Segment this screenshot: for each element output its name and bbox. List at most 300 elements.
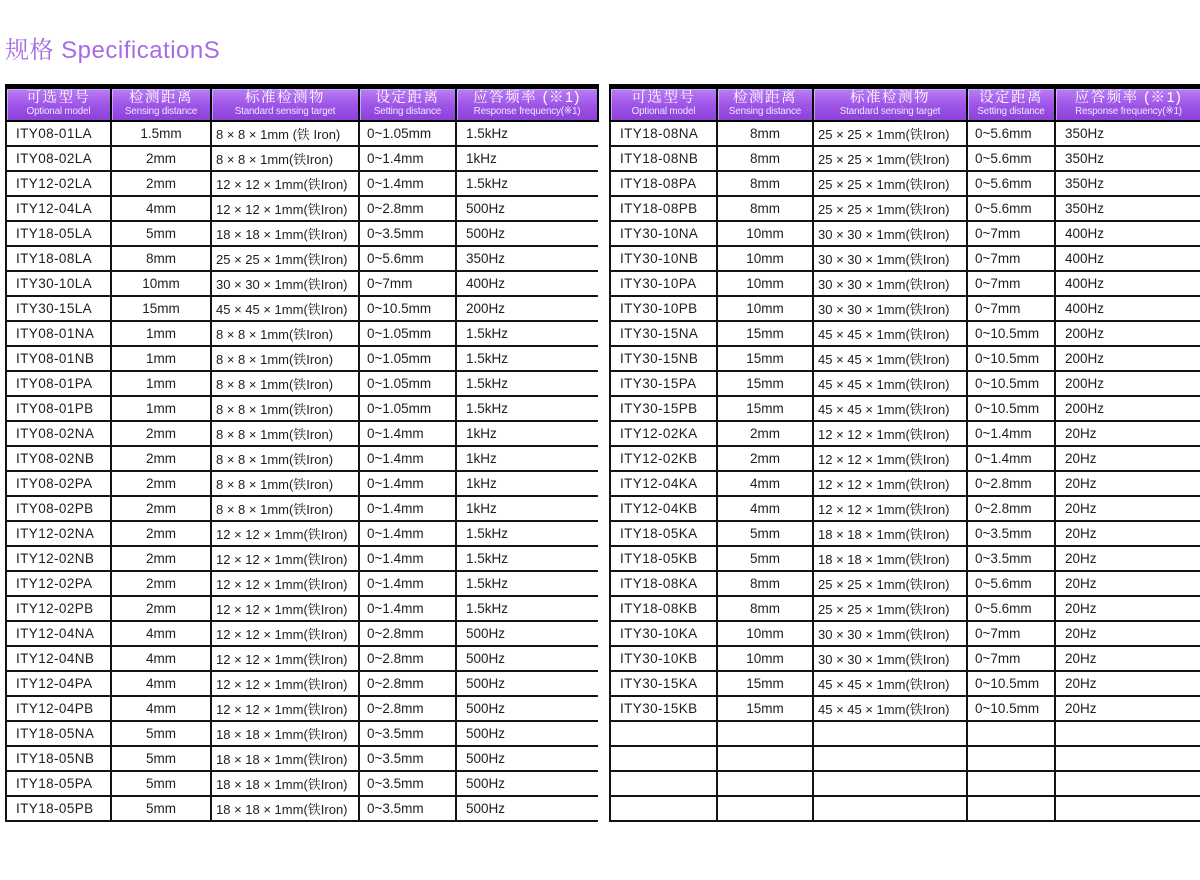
cell-sensing-distance: 15mm — [717, 346, 813, 371]
cell-standard-sensing-target: 45 × 45 × 1mm(铁Iron) — [813, 696, 967, 721]
cell-model: ITY30-10PA — [610, 271, 717, 296]
table-row — [6, 396, 598, 421]
cell-response-frequency: 400Hz — [1055, 271, 1200, 296]
cell-model: ITY18-05LA — [6, 221, 111, 246]
cell-standard-sensing-target: 18 × 18 × 1mm(铁Iron) — [813, 521, 967, 546]
table-row — [6, 321, 598, 346]
table-row — [610, 446, 1200, 471]
table-row — [610, 671, 1200, 696]
cell-response-frequency — [1055, 746, 1200, 771]
table-row — [610, 471, 1200, 496]
cell-model: ITY30-10PB — [610, 296, 717, 321]
cell-setting-distance: 0~3.5mm — [359, 771, 456, 796]
cell-sensing-distance: 15mm — [717, 371, 813, 396]
cell-model: ITY12-02NA — [6, 521, 111, 546]
cell-standard-sensing-target: 12 × 12 × 1mm(铁Iron) — [211, 696, 359, 721]
cell-sensing-distance: 2mm — [111, 521, 211, 546]
cell-response-frequency: 20Hz — [1055, 446, 1200, 471]
cell-response-frequency: 1kHz — [456, 446, 598, 471]
cell-sensing-distance: 15mm — [717, 321, 813, 346]
table-row — [6, 571, 598, 596]
cell-model — [610, 771, 717, 796]
cell-response-frequency: 350Hz — [1055, 171, 1200, 196]
cell-standard-sensing-target: 30 × 30 × 1mm(铁Iron) — [813, 621, 967, 646]
table-row — [610, 421, 1200, 446]
cell-setting-distance: 0~10.5mm — [967, 671, 1055, 696]
table-row — [6, 796, 598, 821]
cell-sensing-distance: 8mm — [111, 246, 211, 271]
cell-standard-sensing-target: 12 × 12 × 1mm(铁Iron) — [813, 446, 967, 471]
cell-sensing-distance: 10mm — [111, 271, 211, 296]
table-row — [610, 221, 1200, 246]
cell-sensing-distance: 15mm — [717, 696, 813, 721]
col-header-zh: 应答频率 (※1) — [473, 90, 581, 106]
cell-sensing-distance: 5mm — [717, 521, 813, 546]
table-row — [6, 171, 598, 196]
col-header-zh: 设定距离 — [979, 90, 1043, 106]
cell-standard-sensing-target: 25 × 25 × 1mm(铁Iron) — [813, 571, 967, 596]
table-row — [610, 721, 1200, 746]
cell-response-frequency: 1kHz — [456, 496, 598, 521]
cell-model: ITY12-02PB — [6, 596, 111, 621]
col-header-zh: 设定距离 — [375, 90, 440, 106]
cell-response-frequency: 200Hz — [1055, 396, 1200, 421]
cell-setting-distance: 0~1.4mm — [359, 546, 456, 571]
cell-setting-distance: 0~5.6mm — [967, 121, 1055, 146]
cell-model: ITY08-01NB — [6, 346, 111, 371]
cell-standard-sensing-target: 12 × 12 × 1mm(铁Iron) — [211, 571, 359, 596]
col-header-sensing-distance — [717, 87, 813, 122]
cell-response-frequency: 500Hz — [456, 221, 598, 246]
table-row — [6, 496, 598, 521]
header-row — [6, 87, 598, 122]
cell-model: ITY18-05PB — [6, 796, 111, 821]
cell-model: ITY08-01LA — [6, 121, 111, 146]
cell-setting-distance: 0~5.6mm — [967, 146, 1055, 171]
table-row — [6, 296, 598, 321]
cell-response-frequency: 20Hz — [1055, 546, 1200, 571]
table-row — [6, 746, 598, 771]
cell-model: ITY18-08KA — [610, 571, 717, 596]
cell-model: ITY30-15KB — [610, 696, 717, 721]
cell-standard-sensing-target: 8 × 8 × 1mm (铁 Iron) — [211, 121, 359, 146]
table-row — [610, 246, 1200, 271]
table-row — [610, 646, 1200, 671]
col-header-zh: 检测距离 — [733, 90, 797, 106]
cell-model: ITY12-04LA — [6, 196, 111, 221]
table-row — [610, 321, 1200, 346]
cell-sensing-distance: 4mm — [111, 646, 211, 671]
cell-standard-sensing-target: 30 × 30 × 1mm(铁Iron) — [813, 296, 967, 321]
table-row — [6, 471, 598, 496]
table-row — [6, 421, 598, 446]
table-row — [610, 621, 1200, 646]
col-header-response-frequency — [1055, 87, 1200, 122]
cell-sensing-distance: 15mm — [717, 396, 813, 421]
cell-setting-distance: 0~1.4mm — [967, 421, 1055, 446]
col-header-en: Optional model — [631, 105, 696, 117]
table-row — [6, 621, 598, 646]
cell-setting-distance: 0~1.4mm — [359, 596, 456, 621]
cell-model: ITY12-04KA — [610, 471, 717, 496]
cell-standard-sensing-target: 18 × 18 × 1mm(铁Iron) — [211, 721, 359, 746]
cell-standard-sensing-target: 12 × 12 × 1mm(铁Iron) — [211, 521, 359, 546]
cell-setting-distance: 0~7mm — [967, 271, 1055, 296]
table-body — [6, 121, 598, 821]
cell-standard-sensing-target: 45 × 45 × 1mm(铁Iron) — [211, 296, 359, 321]
cell-setting-distance: 0~5.6mm — [967, 596, 1055, 621]
col-header-zh: 检测距离 — [129, 90, 193, 106]
cell-standard-sensing-target: 18 × 18 × 1mm(铁Iron) — [211, 221, 359, 246]
cell-sensing-distance: 2mm — [717, 421, 813, 446]
table-row — [610, 546, 1200, 571]
cell-response-frequency — [1055, 771, 1200, 796]
cell-response-frequency: 350Hz — [1055, 121, 1200, 146]
cell-model: ITY12-04NB — [6, 646, 111, 671]
cell-model: ITY08-01PB — [6, 396, 111, 421]
cell-setting-distance: 0~1.4mm — [359, 421, 456, 446]
cell-setting-distance: 0~1.4mm — [359, 471, 456, 496]
col-header-zh: 可选型号 — [26, 90, 91, 106]
cell-sensing-distance: 8mm — [717, 571, 813, 596]
col-header-setting-distance — [359, 87, 456, 122]
table-row — [610, 146, 1200, 171]
cell-sensing-distance: 2mm — [111, 571, 211, 596]
cell-standard-sensing-target: 30 × 30 × 1mm(铁Iron) — [211, 271, 359, 296]
cell-standard-sensing-target: 30 × 30 × 1mm(铁Iron) — [813, 221, 967, 246]
cell-response-frequency: 1.5kHz — [456, 521, 598, 546]
cell-setting-distance: 0~1.4mm — [967, 446, 1055, 471]
cell-sensing-distance: 1mm — [111, 396, 211, 421]
table-row — [610, 596, 1200, 621]
cell-response-frequency: 1.5kHz — [456, 171, 598, 196]
cell-standard-sensing-target: 25 × 25 × 1mm(铁Iron) — [813, 171, 967, 196]
cell-sensing-distance: 4mm — [717, 496, 813, 521]
cell-model: ITY30-10NA — [610, 221, 717, 246]
cell-sensing-distance: 4mm — [111, 621, 211, 646]
cell-model: ITY08-02PA — [6, 471, 111, 496]
cell-response-frequency: 350Hz — [456, 246, 598, 271]
cell-setting-distance: 0~2.8mm — [359, 646, 456, 671]
table-row — [6, 596, 598, 621]
cell-response-frequency: 350Hz — [1055, 146, 1200, 171]
col-header-en: Standard sensing target — [839, 105, 941, 117]
cell-sensing-distance: 8mm — [717, 596, 813, 621]
cell-model: ITY18-08NA — [610, 121, 717, 146]
cell-setting-distance: 0~2.8mm — [359, 196, 456, 221]
cell-model: ITY30-15PA — [610, 371, 717, 396]
cell-standard-sensing-target: 45 × 45 × 1mm(铁Iron) — [813, 346, 967, 371]
cell-standard-sensing-target: 12 × 12 × 1mm(铁Iron) — [813, 496, 967, 521]
col-header-zh: 可选型号 — [631, 90, 696, 106]
cell-response-frequency: 200Hz — [1055, 371, 1200, 396]
cell-sensing-distance: 4mm — [717, 471, 813, 496]
cell-setting-distance: 0~1.05mm — [359, 371, 456, 396]
cell-response-frequency: 1.5kHz — [456, 121, 598, 146]
table-row — [6, 521, 598, 546]
table-row — [6, 196, 598, 221]
cell-model: ITY30-15KA — [610, 671, 717, 696]
cell-sensing-distance: 5mm — [111, 771, 211, 796]
cell-sensing-distance: 1mm — [111, 321, 211, 346]
page-title: 规格 SpecificationS — [5, 37, 221, 64]
cell-sensing-distance: 8mm — [717, 171, 813, 196]
cell-setting-distance: 0~3.5mm — [359, 796, 456, 821]
cell-standard-sensing-target: 8 × 8 × 1mm(铁Iron) — [211, 396, 359, 421]
cell-standard-sensing-target: 8 × 8 × 1mm(铁Iron) — [211, 446, 359, 471]
cell-setting-distance: 0~3.5mm — [359, 221, 456, 246]
cell-sensing-distance: 10mm — [717, 246, 813, 271]
cell-standard-sensing-target: 12 × 12 × 1mm(铁Iron) — [813, 421, 967, 446]
cell-sensing-distance — [717, 746, 813, 771]
cell-sensing-distance: 10mm — [717, 621, 813, 646]
cell-setting-distance: 0~7mm — [967, 221, 1055, 246]
cell-standard-sensing-target: 12 × 12 × 1mm(铁Iron) — [211, 596, 359, 621]
cell-response-frequency: 1.5kHz — [456, 596, 598, 621]
cell-standard-sensing-target: 18 × 18 × 1mm(铁Iron) — [211, 746, 359, 771]
cell-standard-sensing-target: 8 × 8 × 1mm(铁Iron) — [211, 371, 359, 396]
cell-standard-sensing-target: 12 × 12 × 1mm(铁Iron) — [211, 671, 359, 696]
cell-model: ITY12-04NA — [6, 621, 111, 646]
cell-setting-distance: 0~7mm — [359, 271, 456, 296]
table-row — [6, 371, 598, 396]
cell-model: ITY12-02LA — [6, 171, 111, 196]
cell-model: ITY18-08KB — [610, 596, 717, 621]
cell-model: ITY12-02NB — [6, 546, 111, 571]
cell-model: ITY08-01PA — [6, 371, 111, 396]
cell-standard-sensing-target — [813, 721, 967, 746]
cell-standard-sensing-target: 8 × 8 × 1mm(铁Iron) — [211, 471, 359, 496]
cell-sensing-distance: 10mm — [717, 646, 813, 671]
table-row — [6, 771, 598, 796]
cell-sensing-distance: 8mm — [717, 196, 813, 221]
cell-response-frequency: 20Hz — [1055, 596, 1200, 621]
cell-sensing-distance: 8mm — [717, 146, 813, 171]
cell-sensing-distance — [717, 721, 813, 746]
table-row — [610, 696, 1200, 721]
cell-model: ITY18-05NB — [6, 746, 111, 771]
cell-standard-sensing-target — [813, 796, 967, 821]
cell-standard-sensing-target: 30 × 30 × 1mm(铁Iron) — [813, 246, 967, 271]
cell-model: ITY18-08LA — [6, 246, 111, 271]
cell-setting-distance — [967, 746, 1055, 771]
cell-response-frequency: 500Hz — [456, 796, 598, 821]
cell-standard-sensing-target: 8 × 8 × 1mm(铁Iron) — [211, 421, 359, 446]
cell-model: ITY12-04PB — [6, 696, 111, 721]
cell-response-frequency: 200Hz — [1055, 346, 1200, 371]
cell-model: ITY08-01NA — [6, 321, 111, 346]
col-header-standard-sensing-target — [211, 87, 359, 122]
cell-response-frequency: 20Hz — [1055, 496, 1200, 521]
cell-response-frequency: 1kHz — [456, 146, 598, 171]
cell-model: ITY30-10NB — [610, 246, 717, 271]
cell-standard-sensing-target: 12 × 12 × 1mm(铁Iron) — [211, 646, 359, 671]
spec-table-right — [609, 84, 1200, 822]
col-header-optional-model — [6, 87, 111, 122]
cell-setting-distance: 0~10.5mm — [967, 321, 1055, 346]
cell-setting-distance: 0~1.05mm — [359, 121, 456, 146]
cell-sensing-distance: 4mm — [111, 696, 211, 721]
cell-sensing-distance: 5mm — [717, 546, 813, 571]
cell-model: ITY08-02NA — [6, 421, 111, 446]
cell-sensing-distance: 2mm — [717, 446, 813, 471]
cell-sensing-distance: 1mm — [111, 371, 211, 396]
table-row — [610, 571, 1200, 596]
cell-model: ITY18-08PA — [610, 171, 717, 196]
cell-model: ITY12-04KB — [610, 496, 717, 521]
cell-setting-distance: 0~7mm — [967, 621, 1055, 646]
cell-setting-distance: 0~2.8mm — [359, 696, 456, 721]
specification-tables — [5, 84, 1200, 822]
cell-setting-distance: 0~2.8mm — [967, 496, 1055, 521]
cell-response-frequency — [1055, 721, 1200, 746]
cell-standard-sensing-target: 18 × 18 × 1mm(铁Iron) — [211, 771, 359, 796]
cell-response-frequency: 20Hz — [1055, 671, 1200, 696]
cell-sensing-distance: 1.5mm — [111, 121, 211, 146]
cell-response-frequency: 500Hz — [456, 196, 598, 221]
cell-setting-distance: 0~10.5mm — [359, 296, 456, 321]
cell-standard-sensing-target: 12 × 12 × 1mm(铁Iron) — [211, 621, 359, 646]
cell-standard-sensing-target: 45 × 45 × 1mm(铁Iron) — [813, 671, 967, 696]
cell-response-frequency — [1055, 796, 1200, 821]
table-row — [6, 446, 598, 471]
cell-standard-sensing-target: 25 × 25 × 1mm(铁Iron) — [813, 121, 967, 146]
cell-setting-distance: 0~3.5mm — [967, 546, 1055, 571]
cell-standard-sensing-target: 12 × 12 × 1mm(铁Iron) — [813, 471, 967, 496]
cell-model: ITY18-05KA — [610, 521, 717, 546]
cell-standard-sensing-target: 25 × 25 × 1mm(铁Iron) — [813, 196, 967, 221]
table-row — [6, 221, 598, 246]
table-row — [610, 296, 1200, 321]
table-header — [610, 87, 1200, 122]
cell-setting-distance: 0~10.5mm — [967, 696, 1055, 721]
cell-setting-distance: 0~10.5mm — [967, 396, 1055, 421]
table-row — [6, 696, 598, 721]
cell-response-frequency: 500Hz — [456, 721, 598, 746]
cell-response-frequency: 400Hz — [1055, 221, 1200, 246]
cell-response-frequency: 1.5kHz — [456, 546, 598, 571]
col-header-zh: 标准检测物 — [245, 90, 325, 106]
col-header-optional-model — [610, 87, 717, 122]
cell-setting-distance — [967, 796, 1055, 821]
table-row — [610, 521, 1200, 546]
table-row — [610, 371, 1200, 396]
cell-response-frequency: 1.5kHz — [456, 571, 598, 596]
cell-response-frequency: 1.5kHz — [456, 321, 598, 346]
cell-sensing-distance: 10mm — [717, 221, 813, 246]
cell-sensing-distance: 2mm — [111, 171, 211, 196]
cell-model: ITY18-05PA — [6, 771, 111, 796]
col-header-response-frequency — [456, 87, 598, 122]
cell-response-frequency: 20Hz — [1055, 696, 1200, 721]
cell-response-frequency: 500Hz — [456, 646, 598, 671]
cell-sensing-distance: 10mm — [717, 296, 813, 321]
cell-model: ITY30-10KB — [610, 646, 717, 671]
cell-standard-sensing-target: 8 × 8 × 1mm(铁Iron) — [211, 346, 359, 371]
cell-response-frequency: 500Hz — [456, 771, 598, 796]
col-header-standard-sensing-target — [813, 87, 967, 122]
cell-response-frequency: 500Hz — [456, 621, 598, 646]
cell-setting-distance: 0~5.6mm — [967, 571, 1055, 596]
cell-standard-sensing-target: 8 × 8 × 1mm(铁Iron) — [211, 146, 359, 171]
cell-model: ITY30-15NB — [610, 346, 717, 371]
cell-setting-distance: 0~2.8mm — [359, 671, 456, 696]
col-header-en: Sensing distance — [124, 105, 198, 117]
table-row — [6, 271, 598, 296]
cell-sensing-distance: 5mm — [111, 746, 211, 771]
cell-response-frequency: 200Hz — [1055, 321, 1200, 346]
col-header-en: Setting distance — [977, 105, 1045, 117]
cell-sensing-distance: 10mm — [717, 271, 813, 296]
cell-response-frequency: 200Hz — [456, 296, 598, 321]
cell-model: ITY12-04PA — [6, 671, 111, 696]
table-row — [610, 746, 1200, 771]
col-header-sensing-distance — [111, 87, 211, 122]
table-row — [6, 346, 598, 371]
cell-model: ITY08-02PB — [6, 496, 111, 521]
cell-sensing-distance: 5mm — [111, 796, 211, 821]
cell-response-frequency: 20Hz — [1055, 521, 1200, 546]
cell-standard-sensing-target — [813, 771, 967, 796]
cell-setting-distance: 0~1.4mm — [359, 146, 456, 171]
table-row — [610, 796, 1200, 821]
table-row — [6, 721, 598, 746]
cell-setting-distance: 0~1.4mm — [359, 446, 456, 471]
cell-model — [610, 746, 717, 771]
cell-setting-distance: 0~2.8mm — [359, 621, 456, 646]
cell-model: ITY12-02PA — [6, 571, 111, 596]
cell-sensing-distance: 15mm — [717, 671, 813, 696]
table-row — [6, 121, 598, 146]
table-row — [6, 646, 598, 671]
cell-model: ITY18-05NA — [6, 721, 111, 746]
cell-model: ITY30-15LA — [6, 296, 111, 321]
cell-sensing-distance: 4mm — [111, 671, 211, 696]
cell-model: ITY30-15NA — [610, 321, 717, 346]
cell-sensing-distance — [717, 771, 813, 796]
cell-response-frequency: 500Hz — [456, 746, 598, 771]
cell-standard-sensing-target: 18 × 18 × 1mm(铁Iron) — [211, 796, 359, 821]
cell-model: ITY18-05KB — [610, 546, 717, 571]
cell-response-frequency: 1kHz — [456, 471, 598, 496]
table-body — [610, 121, 1200, 821]
cell-setting-distance: 0~1.4mm — [359, 571, 456, 596]
table-row — [6, 546, 598, 571]
col-header-zh: 应答频率 (※1) — [1074, 90, 1183, 106]
cell-setting-distance: 0~10.5mm — [967, 346, 1055, 371]
cell-model: ITY12-02KB — [610, 446, 717, 471]
cell-sensing-distance: 1mm — [111, 346, 211, 371]
cell-standard-sensing-target: 45 × 45 × 1mm(铁Iron) — [813, 321, 967, 346]
table-row — [6, 146, 598, 171]
col-header-en: Optional model — [26, 105, 91, 117]
cell-response-frequency: 500Hz — [456, 696, 598, 721]
cell-response-frequency: 400Hz — [1055, 296, 1200, 321]
cell-response-frequency: 20Hz — [1055, 646, 1200, 671]
cell-model: ITY30-10KA — [610, 621, 717, 646]
cell-model — [610, 796, 717, 821]
table-row — [610, 346, 1200, 371]
cell-setting-distance: 0~1.4mm — [359, 521, 456, 546]
cell-setting-distance: 0~1.05mm — [359, 346, 456, 371]
cell-response-frequency: 20Hz — [1055, 571, 1200, 596]
cell-setting-distance: 0~7mm — [967, 296, 1055, 321]
cell-standard-sensing-target: 25 × 25 × 1mm(铁Iron) — [813, 596, 967, 621]
table-row — [610, 196, 1200, 221]
col-header-en: Response frequency(※1) — [473, 105, 581, 117]
cell-setting-distance: 0~5.6mm — [359, 246, 456, 271]
cell-sensing-distance: 2mm — [111, 496, 211, 521]
